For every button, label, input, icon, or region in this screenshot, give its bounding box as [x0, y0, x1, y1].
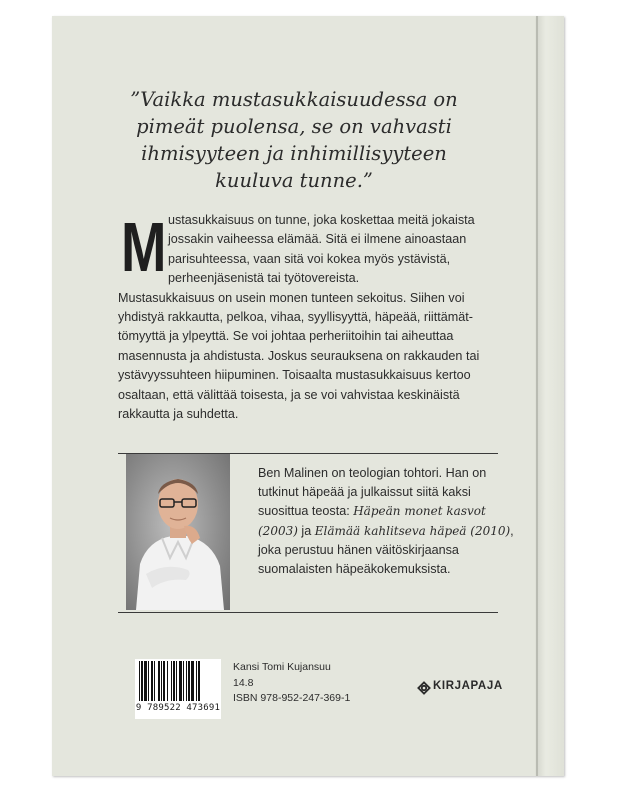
- barcode-bars: [139, 661, 217, 703]
- barcode-bar: [148, 661, 149, 701]
- barcode-bar: [188, 661, 190, 701]
- author-bio: [258, 464, 514, 579]
- barcode-bar: [191, 661, 194, 701]
- barcode-bar: [176, 661, 177, 701]
- blurb-line: ystävyyssuhteen hiipuminen. Toisaalta mustasukkaisuus kertoo: [118, 368, 471, 383]
- quote-line: ihmisyyteen ja inhimillisyyteen: [141, 142, 447, 165]
- barcode-bar: [139, 661, 140, 701]
- barcode-bar: [198, 661, 200, 701]
- credit-line: ISBN 978-952-247-369-1: [233, 692, 351, 704]
- bio-text: suosittua teosta:: [258, 504, 354, 519]
- publisher-name: KIRJAPAJA: [433, 680, 503, 692]
- kirjapaja-logo-icon: [417, 681, 431, 695]
- author-portrait-illustration: [126, 454, 230, 610]
- blurb-line: parisuhteessa, vaan sitä voi kokea myös ystävistä,: [168, 251, 451, 266]
- barcode-bar: [163, 661, 165, 701]
- quote-line: kuuluva tunne.”: [215, 169, 373, 192]
- bio-line: tutkinut häpeää ja julkaissut siitä kaksi: [258, 485, 471, 500]
- barcode-bar: [173, 661, 175, 701]
- blurb-line: jossakin vaiheessa elämää. Sitä ei ilmene ainoastaan: [168, 232, 467, 247]
- blurb-line: rakkautta ja suhdetta.: [118, 407, 239, 422]
- credit-line: Kansi Tomi Kujansuu: [233, 661, 331, 673]
- barcode-bar: [158, 661, 160, 701]
- bio-line: joka perustuu hänen väitöskirjaansa: [258, 542, 459, 557]
- book-spine: [536, 16, 564, 776]
- blurb-line: masennusta ja ahdistusta. Joskus seurauksena on rakkauden tai: [118, 348, 480, 363]
- blurb-line: ustasukkaisuus on tunne, joka koskettaa meitä jokaista: [168, 213, 475, 227]
- bio-text: ja: [297, 523, 315, 538]
- divider-bottom: [118, 612, 498, 613]
- bio-line: Ben Malinen on teologian tohtori. Han on: [258, 466, 487, 480]
- barcode-bar: [179, 661, 182, 701]
- bio-line: suomalaisten häpeäkokemuksista.: [258, 562, 451, 577]
- author-photo: [126, 454, 230, 610]
- book-title: Häpeän monet kasvot: [353, 504, 486, 519]
- blurb-line: yhdistyä rakkautta, pelkoa, vihaa, syyllisyyttä, häpeää, riittämät-: [118, 310, 473, 325]
- isbn-barcode: [135, 659, 221, 719]
- quote-line: pimeät puolensa, se on vahvasti: [136, 115, 452, 138]
- blurb-line: tömyyttä ja ylpeyttä. Se voi johtaa perheriitoihin tai aiheuttaa: [118, 329, 454, 344]
- bio-line: [258, 502, 498, 521]
- barcode-bar: [196, 661, 197, 701]
- drop-cap: M: [121, 208, 167, 286]
- blurb-line: osaltaan, että välittää toisesta, ja se voi vahvistaa keskinäistä: [118, 387, 460, 402]
- quote-line: ”Vaikka mustasukkaisuudessa on: [130, 88, 458, 111]
- barcode-bar: [186, 661, 187, 701]
- pull-quote: [92, 86, 496, 194]
- blurb-line: Mustasukkaisuus on usein monen tunteen sekoitus. Siihen voi: [118, 290, 465, 305]
- barcode-number: 9 789522 473691: [135, 703, 221, 713]
- book-year: (2003): [258, 523, 298, 538]
- barcode-bar: [183, 661, 184, 701]
- barcode-bar: [151, 661, 153, 701]
- barcode-bar: [161, 661, 162, 701]
- barcode-bar: [171, 661, 172, 701]
- credit-line: 14.8: [233, 676, 254, 689]
- blurb-text: [118, 208, 498, 424]
- spine-edge: [536, 16, 538, 776]
- barcode-bar: [141, 661, 143, 701]
- bio-line: [258, 522, 514, 541]
- bio-text: ,: [510, 523, 514, 538]
- barcode-bar: [144, 661, 147, 701]
- barcode-bar: [167, 661, 168, 701]
- book-title: Elämää kahlitseva häpeä (2010): [314, 523, 511, 538]
- cover-credits: [233, 660, 383, 707]
- blurb-line: perheenjäsenistä tai työtovereista.: [168, 271, 360, 286]
- barcode-bar: [154, 661, 155, 701]
